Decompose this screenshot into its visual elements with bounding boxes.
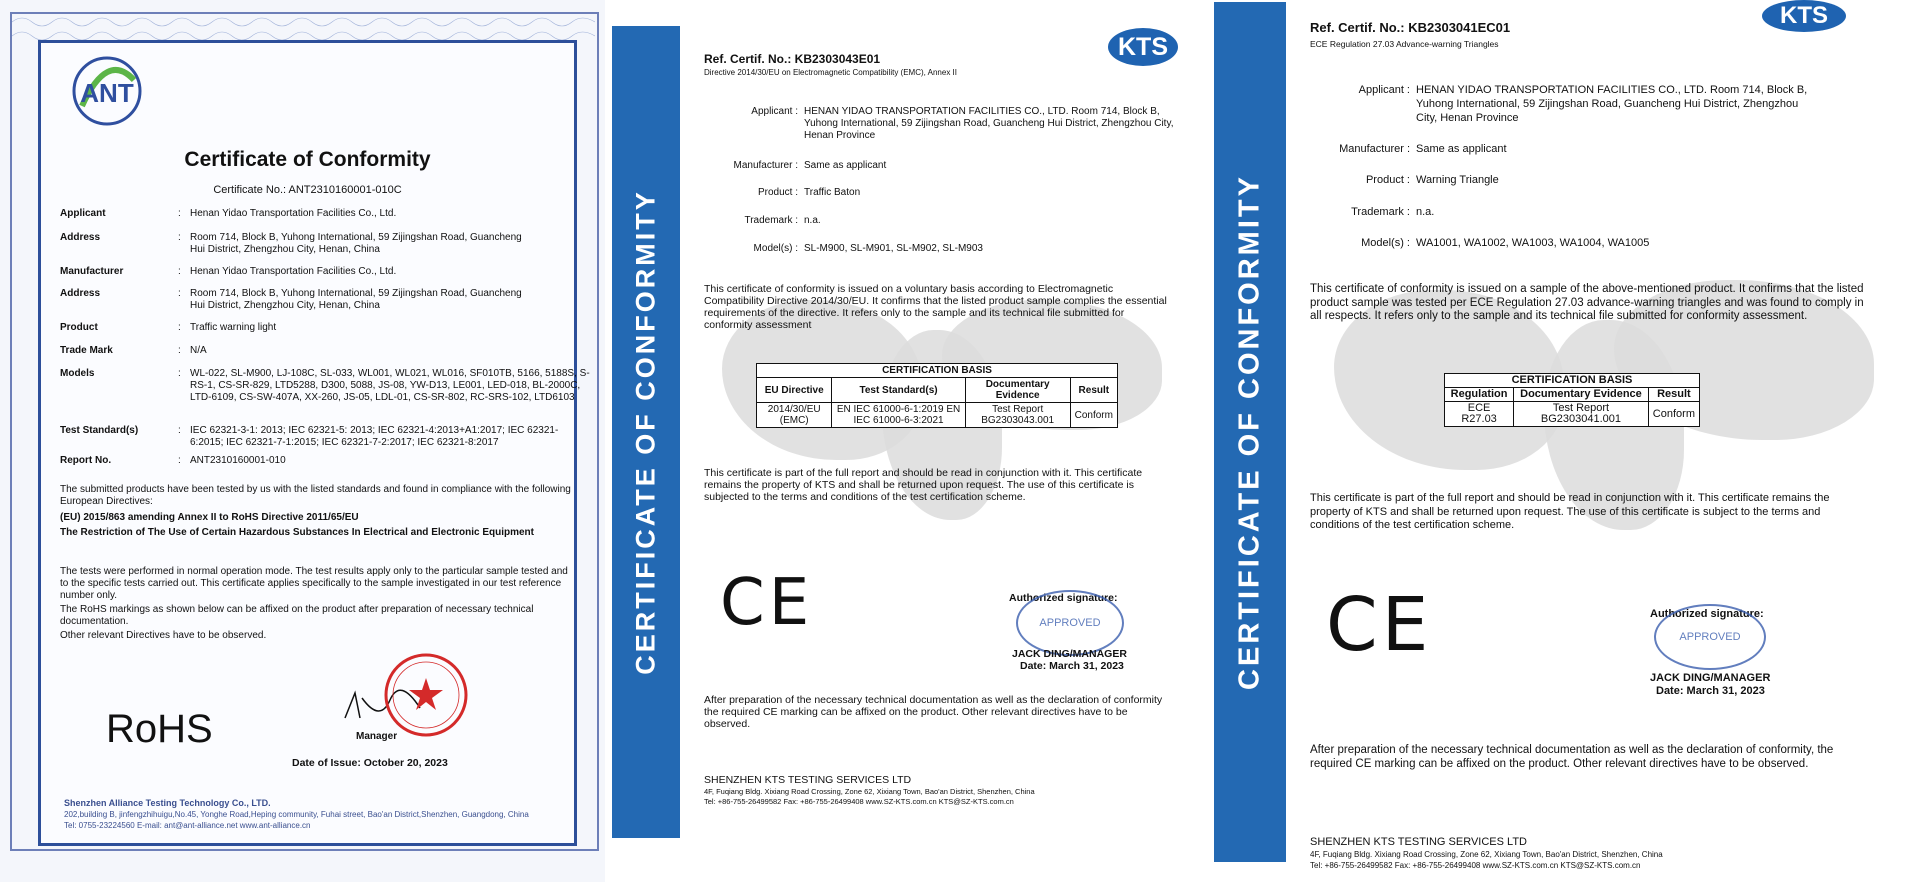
signature-date: Date: March 31, 2023 xyxy=(1020,660,1124,672)
other-directives-paragraph: Other relevant Directives have to be observed. xyxy=(60,630,267,641)
approved-stamp: APPROVED xyxy=(1016,590,1124,656)
signer-name: JACK DING/MANAGER xyxy=(1012,648,1127,660)
compliance-paragraph: The submitted products have been tested by us with the listed standards and found in compliance with the following European Directives: xyxy=(60,484,571,507)
company-contact: Tel: +86-755-26499582 Fax: +86-755-26499408 www.SZ-KTS.com.cn KTS@SZ-KTS.com.cn xyxy=(704,797,1014,806)
authorized-signature-label: Authorized signature: xyxy=(1650,608,1764,620)
conformity-band: CERTIFICATE OF CONFORMITY xyxy=(1214,2,1286,862)
footer-contact: Tel: 0755-23224560 E-mail: ant@ant-alliance.net www.ant-alliance.cn xyxy=(64,821,311,830)
table-row: 2014/30/EU (EMC) EN IEC 61000-6-1:2019 EN IEC 61000-6-3:2021 Test Report BG2303043.001 Conform xyxy=(757,403,1118,428)
kts-logo: KTS xyxy=(1762,0,1846,32)
ant-logo xyxy=(72,56,142,126)
ce-mark: CE xyxy=(1326,582,1433,668)
directive-line: ECE Regulation 27.03 Advance-warning Triangles xyxy=(1310,39,1499,49)
ce-marking-statement: After preparation of the necessary technical documentation as well as the declaration of conformity, the required CE marking can be affixed on the product. Other relevant directives have to be observed. xyxy=(1310,744,1834,770)
kts-logo: KTS xyxy=(1108,28,1178,66)
directive-restriction: The Restriction of The Use of Certain Hazardous Substances In Electrical and Electronic Equipment xyxy=(60,527,534,538)
table-header-row: Regulation Documentary Evidence Result xyxy=(1445,388,1700,402)
authorized-signature-label: Authorized signature: xyxy=(1009,592,1118,604)
company-address: 4F, Fuqiang Bldg. Xixiang Road Crossing, Zone 62, Xixiang Town, Bao'an District, Shenzhen, China xyxy=(704,787,1035,796)
rohs-marking-paragraph: The RoHS markings as shown below can be affixed on the product after preparation of necessary technical documentation. xyxy=(60,604,534,627)
directive-rohs: (EU) 2015/863 amending Annex II to RoHS Directive 2011/65/EU xyxy=(60,512,359,523)
certification-basis-table xyxy=(756,363,1118,428)
footer-company: Shenzhen Alliance Testing Technology Co., LTD. xyxy=(64,798,271,808)
table-caption: CERTIFICATION BASIS xyxy=(1445,374,1700,388)
testing-company: SHENZHEN KTS TESTING SERVICES LTD xyxy=(704,774,912,786)
rohs-mark: RoHS xyxy=(106,707,213,751)
signature-date: Date: March 31, 2023 xyxy=(1656,685,1765,697)
certification-basis-table xyxy=(1444,373,1700,427)
reference-number: Ref. Certif. No.: KB2303041EC01 xyxy=(1310,20,1511,35)
footer-address: 202,building B, jinfengzhihuigu,No.45, Yonghe Road,Heping community, Fuhai street, Bao'an District,Shenzhen, Guangdong, China xyxy=(64,810,529,819)
certificate-notes: This certificate is part of the full report and should be read in conjunction with it. This certificate remains the property of KTS and shall be returned upon request. The use of this certificate is subject to the terms and conditions of the test certification scheme. xyxy=(1310,492,1830,531)
conformity-band: CERTIFICATE OF CONFORMITY xyxy=(612,26,680,838)
signer-name: JACK DING/MANAGER xyxy=(1650,672,1771,684)
ce-marking-statement: After preparation of the necessary technical documentation as well as the declaration of conformity the required CE marking can be affixed on the product. Other relevant directives have to be observed. xyxy=(704,694,1163,730)
table-header-row: EU Directive Test Standard(s) Documentary Evidence Result xyxy=(757,378,1118,403)
directive-line: Directive 2014/30/EU on Electromagnetic Compatibility (EMC), Annex II xyxy=(704,68,957,77)
conformity-statement: This certificate of conformity is issued on a voluntary basis according to Electromagnetic Compatibility Directive 2014/30/EU. It confirms that the listed product sample complies the essential requirements of the directive. It refers only to the sample and its technical file submitted for conformity assessment xyxy=(704,283,1167,331)
certificate-emc: CERTIFICATE OF CONFORMITY KTS Ref. Certif. No.: KB2303043E01 Directive 2014/30/EU on Electromagnetic Compatibility (EMC), Annex II Applicant : HENAN YIDAO TRANSPORTATION FACILITIES CO., LTD. Room 714, Block B, Yuhong International, 59 Zijingshan Road, Guancheng Hui District, Zhengzhou City, Henan Province Manufacturer : Same as applicant Product : Traffic Baton Trademark : n.a. Model(s) : SL-M900, SL-M901, SL-M902, SL-M903 This certificate of conformity is issued on a voluntary basis according to Electromagnetic Compatibility Directive 2014/30/EU. It confirms that the listed product sample complies the essential requirements of the directive. It refers only to the sample and its technical file submitted for conformity assessment CERTIFICATION BASIS EU Directive Test Standard(s) Documentary Evidence Result 2014/30/EU (EMC) EN IEC 61000-6-1:2019 EN IEC 61000-6-3:2021 Test Report BG2303043.001 Conform This certificate is part of the full report and should be read in conjunction with it. This certificate remains the property of KTS and shall be returned upon request. The use of this certificate is subjected to the terms and conditions of the test certification scheme. CE Authorized signature: APPROVED JACK DING/MANAGER Date: March 31, 2023 After preparation of the necessary technical documentation as well as the declaration of conformity the required CE marking can be affixed on the product. Other relevant directives have to be observed. SHENZHEN KTS TESTING SERVICES LTD 4F, Fuqiang Bldg. Xixiang Road Crossing, Zone 62, Xixiang Town, Bao'an District, Shenzhen, China Tel: +86-755-26499582 Fax: +86-755-26499408 www.SZ-KTS.com.cn KTS@SZ-KTS.com.cn xyxy=(612,0,1180,882)
official-seal xyxy=(383,652,469,738)
test-conditions-paragraph: The tests were performed in normal operation mode. The test results apply only to the particular sample tested and to the specific tests carried out. This certificate applies specifically to the sample investigated in our test reference number only. xyxy=(60,566,568,601)
certificate-rohs: ANT Certificate of Conformity Certificate No.: ANT2310160001-010C Applicant : Henan Yidao Transportation Facilities Co., Ltd. Address : Room 714, Block B, Yuhong International, 59 Zijingshan Road, Guancheng Hui District, Zhengzhou City, Henan, China Manufacturer : Henan Yidao Transportation Facilities Co., Ltd. Address : Room 714, Block B, Yuhong International, 59 Zijingshan Road, Guancheng Hui District, Zhengzhou City, Henan, China Product : Traffic warning light Trade Mark : N/A Models : WL-022, SL-M900, LJ-108C, SL-033, WL001, WL021, WL016, SF010TB, 5166, 5188S, S-RS-1, CS-SR-829, LTD5288, D300, 5088, JS-08, YW-D13, LE001, LED-018, BL-2000C, LTD-6109, CS-SW-407A, XX-260, JS-05, LDL-01, CS-SR-802, RC-SRS-102, LTD6103 Test Standard(s) : IEC 62321-3-1: 2013; IEC 62321-5: 2013; IEC 62321-4:2013+A1:2017; IEC 62321-6:2015; IEC 62321-7-1:2015; IEC 62321-7-2:2017; IEC 62321-8:2017 Report No. : ANT2310160001-010 The submitted products have been tested by us with the listed standards and found in compliance with the following European Directives: (EU) 2015/863 amending Annex II to RoHS Directive 2011/65/EU The Restriction of The Use of Certain Hazardous Substances In Electrical and Electronic Equipment The tests were performed in normal operation mode. The test results apply only to the particular sample tested and to the specific tests carried out. This certificate applies specifically to the sample investigated in our test reference number only. The RoHS markings as shown below can be affixed on the product after preparation of necessary technical documentation. Other relevant Directives have to be observed. RoHS Manager Date of Issue: October 20, 2023 Shenzhen Alliance Testing Technology Co., LTD. 202,building B, jinfengzhihuigu,No.45, Yonghe Road,Heping community, Fuhai street, Bao'an District,Shenzhen, Guangdong, China Tel: 0755-23224560 E-mail: ant@ant-alliance.net www.ant-alliance.cn xyxy=(0,0,605,882)
testing-company: SHENZHEN KTS TESTING SERVICES LTD xyxy=(1310,836,1527,848)
ce-mark: CE xyxy=(720,566,814,640)
approved-stamp: APPROVED xyxy=(1654,604,1766,670)
certificate-notes: This certificate is part of the full report and should be read in conjunction with it. This certificate remains the property of KTS and shall be returned upon request. The use of this certificate is subjected to the terms and conditions of the test certification scheme. xyxy=(704,467,1143,503)
svg-text:ANT: ANT xyxy=(80,78,134,108)
certificate-title: Certificate of Conformity xyxy=(184,148,431,171)
manager-title: Manager xyxy=(356,731,398,742)
certificate-number: Certificate No.: ANT2310160001-010C xyxy=(213,184,402,196)
table-row: ECE R27.03 Test Report BG2303041.001 Conform xyxy=(1445,402,1700,427)
table-caption: CERTIFICATION BASIS xyxy=(757,364,1118,378)
issue-date: Date of Issue: October 20, 2023 xyxy=(292,757,448,769)
conformity-statement: This certificate of conformity is issued on a sample of the above-mentioned product. It confirms that the listed product sample was tested per ECE Regulation 27.03 advance-warning triangles and was found to comply in all respects. It refers only to the sample and its technical file submitted for conformity assessment. xyxy=(1310,283,1864,322)
certificate-ece: CERTIFICATE OF CONFORMITY KTS Ref. Certif. No.: KB2303041EC01 ECE Regulation 27.03 Advance-warning Triangles Applicant : HENAN YIDAO TRANSPORTATION FACILITIES CO., LTD. Room 714, Block B, Yuhong International, 59 Zijingshan Road, Guancheng Hui District, Zhengzhou City, Henan Province Manufacturer : Same as applicant Product : Warning Triangle Trademark : n.a. Model(s) : WA1001, WA1002, WA1003, WA1004, WA1005 This certificate of conformity is issued on a sample of the above-mentioned product. It confirms that the listed product sample was tested per ECE Regulation 27.03 advance-warning triangles and was found to comply in all respects. It refers only to the sample and its technical file submitted for conformity assessment. CERTIFICATION BASIS Regulation Documentary Evidence Result ECE R27.03 Test Report BG2303041.001 Conform This certificate is part of the full report and should be read in conjunction with it. This certificate remains the property of KTS and shall be returned upon request. The use of this certificate is subject to the terms and conditions of the test certification scheme. CE Authorized signature: APPROVED JACK DING/MANAGER Date: March 31, 2023 After preparation of the necessary technical documentation as well as the declaration of conformity, the required CE marking can be affixed on the product. Other relevant directives have to be observed. SHENZHEN KTS TESTING SERVICES LTD 4F, Fuqiang Bldg. Xixiang Road Crossing, Zone 62, Xixiang Town, Bao'an District, Shenzhen, China Tel: +86-755-26499582 Fax: +86-755-26499408 www.SZ-KTS.com.cn KTS@SZ-KTS.com.cn xyxy=(1214,0,1905,882)
company-contact: Tel: +86-755-26499582 Fax: +86-755-26499408 www.SZ-KTS.com.cn KTS@SZ-KTS.com.cn xyxy=(1310,861,1641,870)
company-address: 4F, Fuqiang Bldg. Xixiang Road Crossing, Zone 62, Xixiang Town, Bao'an District, Shenzhen, China xyxy=(1310,850,1663,859)
reference-number: Ref. Certif. No.: KB2303043E01 xyxy=(704,52,881,66)
